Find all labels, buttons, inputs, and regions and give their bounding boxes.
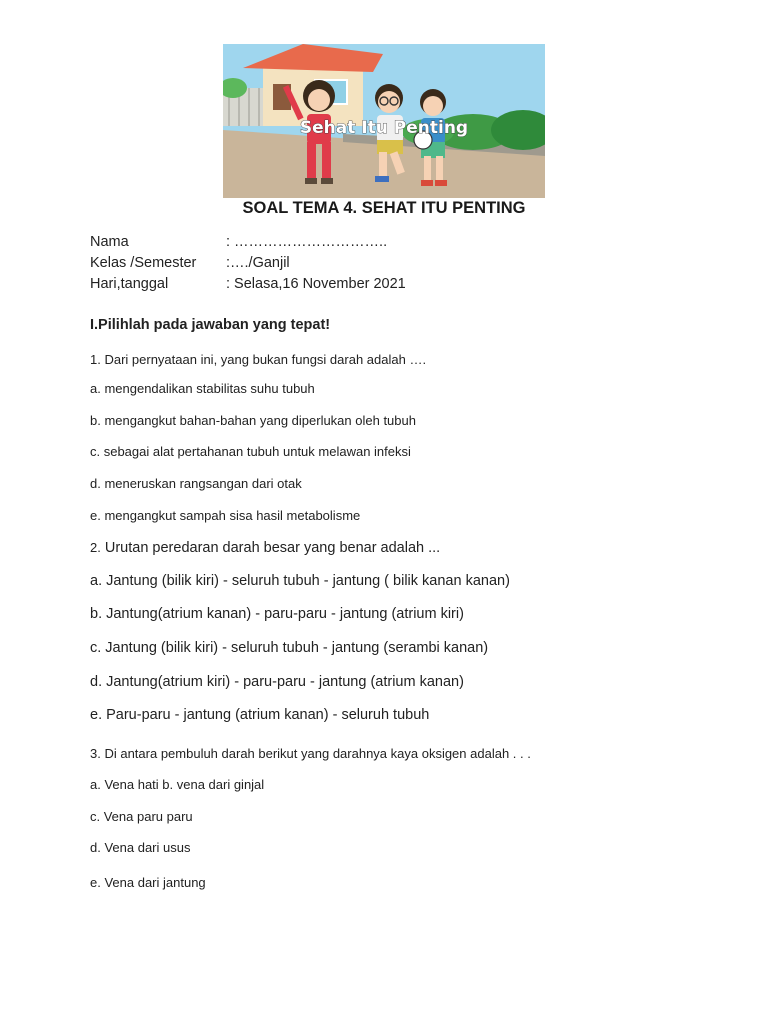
answer-option: c. Vena paru paru	[90, 809, 193, 824]
answer-option: a. Jantung (bilik kiri) - seluruh tubuh - jantung ( bilik kanan kanan)	[90, 573, 510, 589]
answer-option: c. Jantung (bilik kiri) - seluruh tubuh - jantung (serambi kanan)	[90, 640, 489, 656]
question-text: 3. Di antara pembuluh darah berikut yang darahnya kaya oksigen adalah . . .	[90, 746, 531, 761]
day-date-value: : Selasa,16 November 2021	[226, 276, 406, 292]
name-label: Nama	[90, 234, 129, 250]
question-body: Urutan peredaran darah besar yang benar adalah ...	[100, 540, 441, 556]
section-instruction: I.Pilihlah pada jawaban yang tepat!	[90, 317, 331, 333]
answer-option: e. Paru-paru - jantung (atrium kanan) - seluruh tubuh	[90, 707, 430, 723]
answer-option: d. Vena dari usus	[90, 840, 191, 855]
banner-caption: Sehat Itu Penting	[299, 118, 469, 138]
answer-option: e. Vena dari jantung	[90, 875, 206, 890]
answer-option: b. Jantung(atrium kanan) - paru-paru - jantung (atrium kiri)	[90, 606, 464, 622]
class-semester-label: Kelas /Semester	[90, 255, 197, 271]
day-date-label: Hari,tanggal	[90, 276, 169, 292]
answer-option: d. meneruskan rangsangan dari otak	[90, 476, 302, 491]
answer-option: c. sebagai alat pertahanan tubuh untuk melawan infeksi	[90, 444, 411, 459]
answer-option: a. mengendalikan stabilitas suhu tubuh	[90, 381, 315, 396]
answer-option: a. Vena hati b. vena dari ginjal	[90, 777, 265, 792]
question-text	[90, 540, 440, 556]
class-semester-value: :…./Ganjil	[226, 255, 290, 271]
page-title: SOAL TEMA 4. SEHAT ITU PENTING	[242, 199, 526, 217]
question-number: 2.	[90, 540, 101, 555]
answer-option: d. Jantung(atrium kiri) - paru-paru - jantung (atrium kanan)	[90, 674, 464, 690]
answer-option: b. mengangkut bahan-bahan yang diperlukan oleh tubuh	[90, 413, 416, 428]
banner-illustration	[223, 44, 545, 198]
question-text: 1. Dari pernyataan ini, yang bukan fungsi darah adalah ….	[90, 352, 427, 367]
answer-option: e. mengangkut sampah sisa hasil metabolisme	[90, 508, 361, 523]
name-value: : …………………………..	[226, 234, 388, 250]
